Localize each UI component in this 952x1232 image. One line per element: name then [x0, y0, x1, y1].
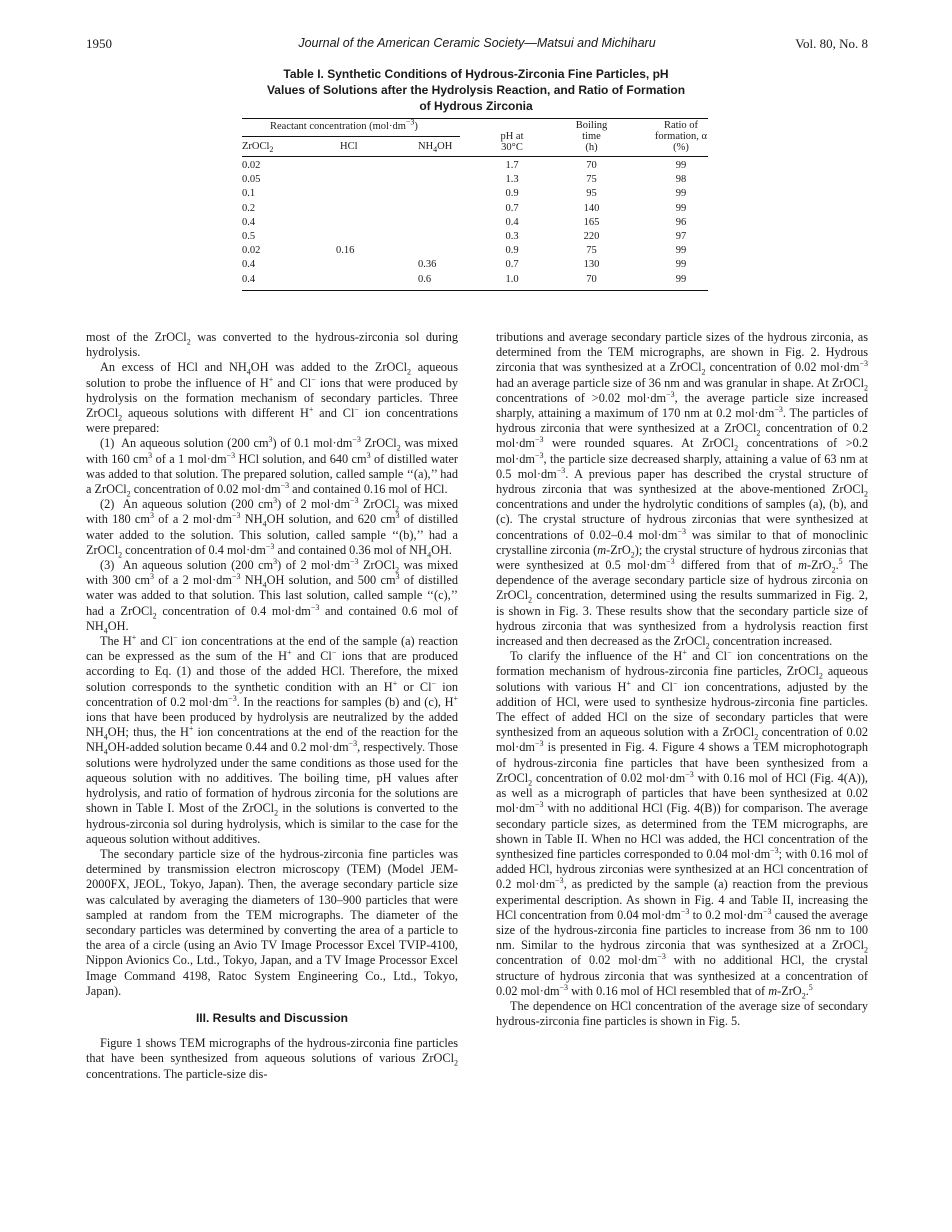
paragraph: An excess of HCl and $NH_4OH$ was added to the ZrOCl$_2$ aqueous solution to probe the influence of H+ and Cl− ions that were produced by hydrolysis on the formation mechanism of secondary particles. Three ZrOCl$_2$ aqueous solutions with different H+ and Cl− ion concentrations were prepared:	[86, 360, 458, 436]
table-header-rule	[242, 156, 708, 157]
table-cell-ph: 0.7	[505, 202, 519, 214]
table-cell-ph: 0.4	[505, 216, 519, 228]
running-header	[86, 36, 868, 56]
table-cell-boil: 220	[583, 231, 600, 242]
col-header-zrocl2: ZrOCl$_2$	[242, 141, 274, 155]
table-cell-ph: 1.3	[505, 174, 519, 186]
paragraph: Figure 1 shows TEM micrographs of the hydrous-zirconia fine particles that have been synthesized from aqueous solutions of various ZrOCl$_2$ concentrations. The particle-size dis-	[86, 1036, 458, 1081]
table-cell-boil: 95	[586, 188, 597, 200]
table-cell-ratio: 99	[675, 245, 687, 257]
group-header: Reactant concentration $(mol\cdot dm^{-3})$	[270, 117, 418, 132]
table-cell-zrocl2: 0.4	[242, 259, 256, 271]
table-cell-ratio: 97	[675, 231, 687, 242]
col-header-ph: pH at 30°C	[500, 131, 524, 153]
table-cell-zrocl2: 0.5	[242, 231, 256, 242]
table-cell-ratio: 99	[675, 188, 687, 200]
table-cell-ph: 1.7	[505, 160, 519, 171]
volume-issue: Vol. 80, No. 8	[795, 36, 868, 51]
table-cell-zrocl2: 0.4	[242, 216, 256, 228]
table-cell-nh4oh: 0.36	[418, 259, 437, 271]
table-cell-boil: 140	[583, 202, 600, 214]
table-cell-hcl: 0.16	[336, 245, 355, 257]
journal-title: Journal of the American Ceramic Society—Matsui and Michiharu	[298, 36, 656, 50]
table-cell-zrocl2: 0.4	[242, 273, 256, 285]
table-bottom-rule	[242, 290, 708, 291]
paragraph: The dependence on HCl concentration of the average size of secondary hydrous-zirconia fine particles is shown in Fig. 5.	[496, 998, 868, 1029]
table-cell-zrocl2: 0.05	[242, 174, 261, 186]
table-cell-nh4oh: 0.6	[418, 273, 432, 285]
section-heading: III. Results and Discussion	[195, 1010, 349, 1025]
table-cell-ratio: 98	[675, 174, 687, 186]
col-header-ratio: Ratio of formation, α (%)	[654, 120, 708, 153]
table-cell-ratio: 99	[675, 259, 687, 271]
table-cell-ph: 0.9	[505, 188, 519, 200]
text-column-right	[496, 330, 868, 1029]
table-cell-zrocl2: 0.02	[242, 245, 261, 257]
paragraph: The secondary particle size of the hydrous-zirconia fine particles was determined by transmission electron microscopy (TEM) (Model JEM-2000FX, JEOL, Tokyo, Japan). Then, the average secondary particle size was calculated by averaging the diameters of 130–900 particles that were sampled at random from the TEM micrographs. The diameter of the secondary particles was determined by converting the area of a particle to the area of a circle (using an Avio TV Image Processor Excel TVIP-4100, Nippon Avionics Co., Ltd., Tokyo, Japan, and a TV Image Processor Excel Image Command 4198, Ratoc System Engineering Co., Ltd., Tokyo, Japan).	[86, 846, 458, 998]
table-cell-zrocl2: 0.2	[242, 202, 256, 214]
paragraph: To clarify the influence of the H+ and Cl− ion concentrations on the formation mechanism of hydrous-zirconia fine particles, ZrOCl$_2$ aqueous solutions with various H+ and Cl− ion concentrations, adjusted by the addition of HCl, were used to synthesize hydrous-zirconia fine particles. The effect of added HCl on the size of secondary particles that were synthesized from an aqueous solution with a ZrOCl$_2$ concentration of 0.02 $mol\cdot dm^{-3}$ is presented in Fig. 4. Figure 4 shows a TEM microphotograph of hydrous-zirconia fine particles that have been synthesized from a ZrOCl$_2$ concentration of 0.02 $mol\cdot dm^{-3}$ with 0.16 mol of HCl (Fig. 4(A)), as well as a micrograph of particles that have been synthesized at 0.02 $mol\cdot dm^{-3}$ with no additional HCl (Fig. 4(B)) for comparison. The average secondary particle sizes, as determined from the TEM micrographs, are shown in Table II. When no HCl was added, the HCl concentration of the synthesized fine particles corresponded to 0.04 $mol\cdot dm^{-3}$; with 0.16 mol of added HCl, hydrous zirconias were synthesized at an HCl concentration of 0.2 $mol\cdot dm^{-3}$, as predicted by the sample (a) reaction from the previous experimental description. As shown in Fig. 4 and Table II, increasing the HCl concentration from 0.04 $mol\cdot dm^{-3}$ to 0.2 $mol\cdot dm^{-3}$ caused the average size of the hydrous-zirconia fine particles to increase from 36 nm to 100 nm. Similar to the hydrous zirconia that was synthesized at a ZrOCl$_2$ concentration of 0.02 $mol\cdot dm^{-3}$ with no additional HCl, the crystal structure of hydrous zirconia that was synthesized at a concentration of 0.02 $mol\cdot dm^{-3}$ with 0.16 mol of HCl resembled that of m-ZrO$_2$.$^5$	[496, 648, 869, 1001]
table-cell-boil: 70	[586, 160, 597, 171]
table-cell-ph: 0.3	[505, 231, 519, 242]
table-cell-ph: 1.0	[505, 273, 519, 285]
col-header-boiling: Boiling time (h)	[575, 120, 608, 153]
paragraph: The H+ and Cl− ion concentrations at the end of the sample (a) reaction can be expressed as the sum of the H+ and Cl− ions that are produced according to Eq. (1) and those of the added HCl. Therefore, the mixed solution corresponds to the synthetic condition with an H+ or Cl− ion concentration of 0.2 $mol\cdot dm^{-3}$. In the reactions for samples (b) and (c), H+ ions that have been produced by hydrolysis are neutralized by the added $NH_4OH$; thus, the H+ ion concentrations at the end of the reaction for the $NH_4OH$-added solution became 0.44 and 0.2 $mol\cdot dm^{-3}$, respectively. Those solutions were hydrolyzed under the same conditions as those used for the aqueous solution with no additives. The boiling time, pH values after hydrolysis, and ratio of formation of hydrous zirconia for the solutions are shown in Table I. Most of the ZrOCl$_2$ in the solutions is converted to the hydrous-zirconia sol during hydrolysis, which is similar to the case for the aqueous solution without additives.	[86, 632, 459, 846]
table-cell-boil: 165	[583, 216, 600, 228]
table-cell-boil: 70	[586, 273, 597, 285]
table-cell-zrocl2: 0.02	[242, 160, 261, 171]
table-top-rule	[242, 118, 708, 119]
paragraph: (2) An aqueous solution (200 $cm^3$) of 2 $mol\cdot dm^{-3}$ ZrOCl$_2$ was mixed with 180 $cm^3$ of a 2 $mol\cdot dm^{-3}$ $NH_4OH$ solution, and 620 $cm^3$ of distilled water added to the solution. This solution, called sample ‘‘(b),’’ had a ZrOCl$_2$ concentration of 0.4 $mol\cdot dm^{-3}$ and contained 0.36 mol of $NH_4OH$.	[86, 496, 459, 560]
paragraph: most of the ZrOCl$_2$ was converted to the hydrous-zirconia sol during hydrolysis.	[86, 330, 459, 360]
table-cell-boil: 75	[586, 245, 597, 257]
table-cell-ratio: 99	[675, 160, 687, 171]
paragraph: (1) An aqueous solution (200 $cm^3$) of 0.1 $mol\cdot dm^{-3}$ ZrOCl$_2$ was mixed with 160 $cm^3$ of a 1 $mol\cdot dm^{-3}$ HCl solution, and 640 $cm^3$ of distilled water was added to that solution. The prepared solution, called sample ‘‘(a),’’ had a ZrOCl$_2$ concentration of 0.02 $mol\cdot dm^{-3}$ and contained 0.16 mol of HCl.	[86, 435, 458, 499]
page-number: 1950	[86, 36, 112, 51]
table-caption: Table I. Synthetic Conditions of Hydrous-Zirconia Fine Particles, pH Values of Solutions after the Hydrolysis Reaction, and Ratio of Formation of Hydrous Zirconia	[266, 67, 686, 113]
col-header-hcl: HCl	[340, 141, 358, 152]
table-cell-ratio: 99	[675, 202, 687, 214]
table-cell-boil: 130	[583, 259, 600, 271]
col-header-nh4oh: $NH_4OH$	[418, 141, 453, 155]
table-cell-zrocl2: 0.1	[242, 188, 256, 200]
paragraph: (3) An aqueous solution (200 $cm^3$) of 2 $mol\cdot dm^{-3}$ ZrOCl$_2$ was mixed with 300 $cm^3$ of a 2 $mol\cdot dm^{-3}$ $NH_4OH$ solution, and 500 $cm^3$ of distilled water was added to that solution. This last solution, called sample ‘‘(c),’’ had a ZrOCl$_2$ concentration of 0.4 $mol\cdot dm^{-3}$ and contained 0.6 mol of $NH_4OH$.	[86, 556, 459, 636]
paragraph: tributions and average secondary particle sizes of the hydrous zirconia, as determined from the TEM micrographs, are shown in Fig. 2. Hydrous zirconia that was synthesized at a ZrOCl$_2$ concentration of 0.02 $mol\cdot dm^{-3}$ had an average particle size of 36 nm and was granular in shape. At ZrOCl$_2$ concentrations of >0.02 $mol\cdot dm^{-3}$, the average particle size increased sharply, attaining a maximum of 170 nm at 0.2 $mol\cdot dm^{-3}$. The particles of hydrous zirconia that were synthesized at a ZrOCl$_2$ concentration of 0.2 $mol\cdot dm^{-3}$ were rounded squares. At ZrOCl$_2$ concentrations of >0.2 $mol\cdot dm^{-3}$, the particle size decreased sharply, attaining a value of 63 nm at 0.5 $mol\cdot dm^{-3}$. A previous paper has described the crystal structure of hydrous zirconia that was synthesized at the above-mentioned ZrOCl$_2$ concentrations and under the hydrolytic conditions of samples (a), (b), and (c). The crystal structure of hydrous zirconias that were synthesized at concentrations of 0.02–0.4 $mol\cdot dm^{-3}$ was similar to that of monoclinic crystalline zirconia (m-ZrO$_2$); the crystal structure of hydrous zirconias that were synthesized at 0.5 $mol\cdot dm^{-3}$ differed from that of m-ZrO$_2$.$^5$ The dependence of the average secondary particle size of hydrous zirconia on ZrOCl$_2$ concentration, determined using the results summarized in Fig. 2, is shown in Fig. 3. These results show that the secondary particle size of hydrous zirconia that was synthesized from a hydrolysis reaction first increased and then decreased as the ZrOCl$_2$ concentration increased.	[496, 330, 869, 651]
table-cell-ratio: 96	[675, 216, 687, 228]
group-header-rule	[242, 136, 460, 137]
table-cell-ph: 0.7	[505, 259, 519, 271]
table-cell-boil: 75	[586, 174, 597, 186]
text-column-left	[86, 330, 458, 1082]
table-cell-ratio: 99	[675, 273, 687, 285]
table-cell-ph: 0.9	[505, 245, 519, 257]
